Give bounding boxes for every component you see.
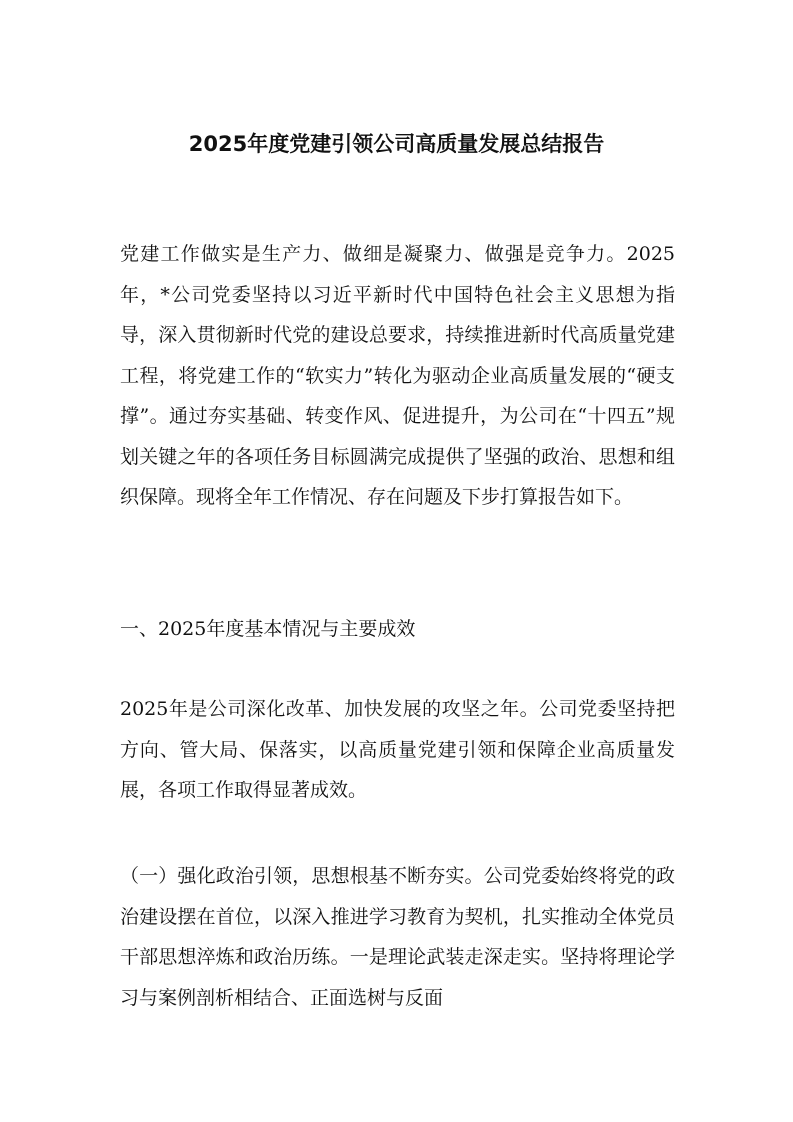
overview-paragraph: 2025年是公司深化改革、加快发展的攻坚之年。公司党委坚持把方向、管大局、保落实，以高质量党建引领和保障企业高质量发展，各项工作取得显著成效。 bbox=[120, 698, 675, 801]
intro-paragraph: 党建工作做实是生产力、做细是凝聚力、做强是竞争力。2025年，*公司党委坚持以习近平新时代中国特色社会主义思想为指导，深入贯彻新时代党的建设总要求，持续推进新时代高质量党建工程，将党建工作的“软实力”转化为驱动企业高质量发展的“硬支撑”。通过夯实基础、转变作风、促进提升，为公司在“十四五”规划关键之年的各项任务目标圆满完成提供了坚强的政治、思想和组织保障。现将全年工作情况、存在问题及下步打算报告如下。 bbox=[120, 243, 675, 508]
subsection-1-paragraph: （一）强化政治引领，思想根基不断夯实。公司党委始终将党的政治建设摆在首位，以深入推进学习教育为契机，扎实推动全体党员干部思想淬炼和政治历练。一是理论武装走深走实。坚持将理论学习与案例剖析相结合、正面选树与反面 bbox=[120, 865, 675, 1009]
document-title: 2025年度党建引领公司高质量发展总结报告 bbox=[188, 132, 605, 156]
section-heading-1: 一、2025年度基本情况与主要成效 bbox=[120, 618, 416, 640]
